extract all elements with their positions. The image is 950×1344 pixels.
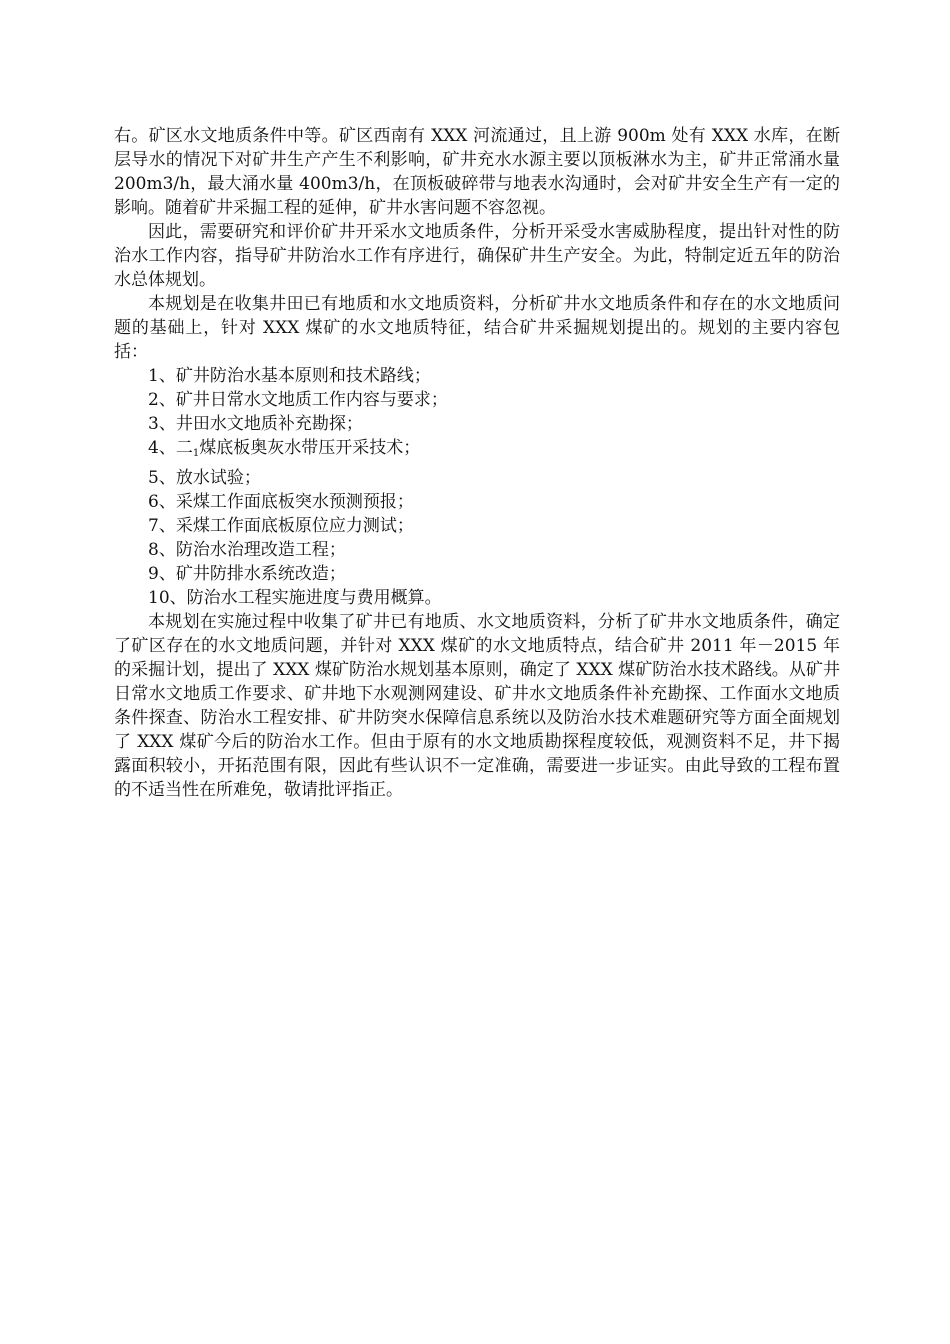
list-item: 10、防治水工程实施进度与费用概算。 bbox=[148, 588, 442, 608]
list-item: 9、矿井防排水系统改造； bbox=[148, 564, 346, 584]
paragraph-research-purpose: 因此，需要研究和评价矿井开采水文地质条件，分析开采受水害威胁程度，提出针对性的防治水工作内容，指导矿井防治水工作有序进行，确保矿井生产安全。为此，特制定近五年的防治水总体规划。 bbox=[114, 222, 840, 290]
list-item: 8、防治水治理改造工程； bbox=[148, 540, 346, 560]
list-item-prefix: 4、二 bbox=[148, 438, 193, 458]
document-body bbox=[114, 124, 840, 802]
list-item: 7、采煤工作面底板原位应力测试； bbox=[148, 516, 414, 536]
paragraph-plan-basis: 本规划是在收集井田已有地质和水文地质资料，分析矿井水文地质条件和存在的水文地质问题的基础上，针对 XXX 煤矿的水文地质特征，结合矿井采掘规划提出的。规划的主要内容包括： bbox=[114, 294, 840, 362]
list-item: 3、井田水文地质补充勘探； bbox=[148, 414, 363, 434]
paragraph-hydrogeology-overview: 右。矿区水文地质条件中等。矿区西南有 XXX 河流通过，且上游 900m 处有 XXX 水库，在断层导水的情况下对矿井生产产生不利影响，矿井充水水源主要以顶板淋水为主，矿井正常涌水量 200m3/h，最大涌水量 400m3/h，在顶板破碎带与地表水沟通时，会对矿井安全生产有一定的影响。随着矿井采掘工程的延伸，矿井水害问题不容忽视。 bbox=[114, 126, 840, 218]
list-item: 5、放水试验； bbox=[148, 468, 261, 488]
list-item: 1、矿井防治水基本原则和技术路线； bbox=[148, 366, 431, 386]
list-item-suffix: 煤底板奥灰水带压开采技术； bbox=[199, 438, 421, 458]
list-item: 6、采煤工作面底板突水预测预报； bbox=[148, 492, 414, 512]
list-item bbox=[114, 436, 840, 466]
list-item: 2、矿井日常水文地质工作内容与要求； bbox=[148, 390, 448, 410]
plan-content-list bbox=[114, 364, 840, 610]
paragraph-closing-summary: 本规划在实施过程中收集了矿井已有地质、水文地质资料，分析了矿井水文地质条件，确定了矿区存在的水文地质问题，并针对 XXX 煤矿的水文地质特点，结合矿井 2011 年－2015 年的采掘计划，提出了 XXX 煤矿防治水规划基本原则，确定了 XXX 煤矿防治水技术路线。从矿井日常水文地质工作要求、矿井地下水观测网建设、矿井水文地质条件补充勘探、工作面水文地质条件探查、防治水工程安排、矿井防突水保障信息系统以及防治水技术难题研究等方面全面规划了 XXX 煤矿今后的防治水工作。但由于原有的水文地质勘探程度较低，观测资料不足，井下揭露面积较小，开拓范围有限，因此有些认识不一定准确，需要进一步证实。由此导致的工程布置的不适当性在所难免，敬请批评指正。 bbox=[114, 612, 840, 800]
list-item-subscript: 1 bbox=[192, 448, 200, 459]
